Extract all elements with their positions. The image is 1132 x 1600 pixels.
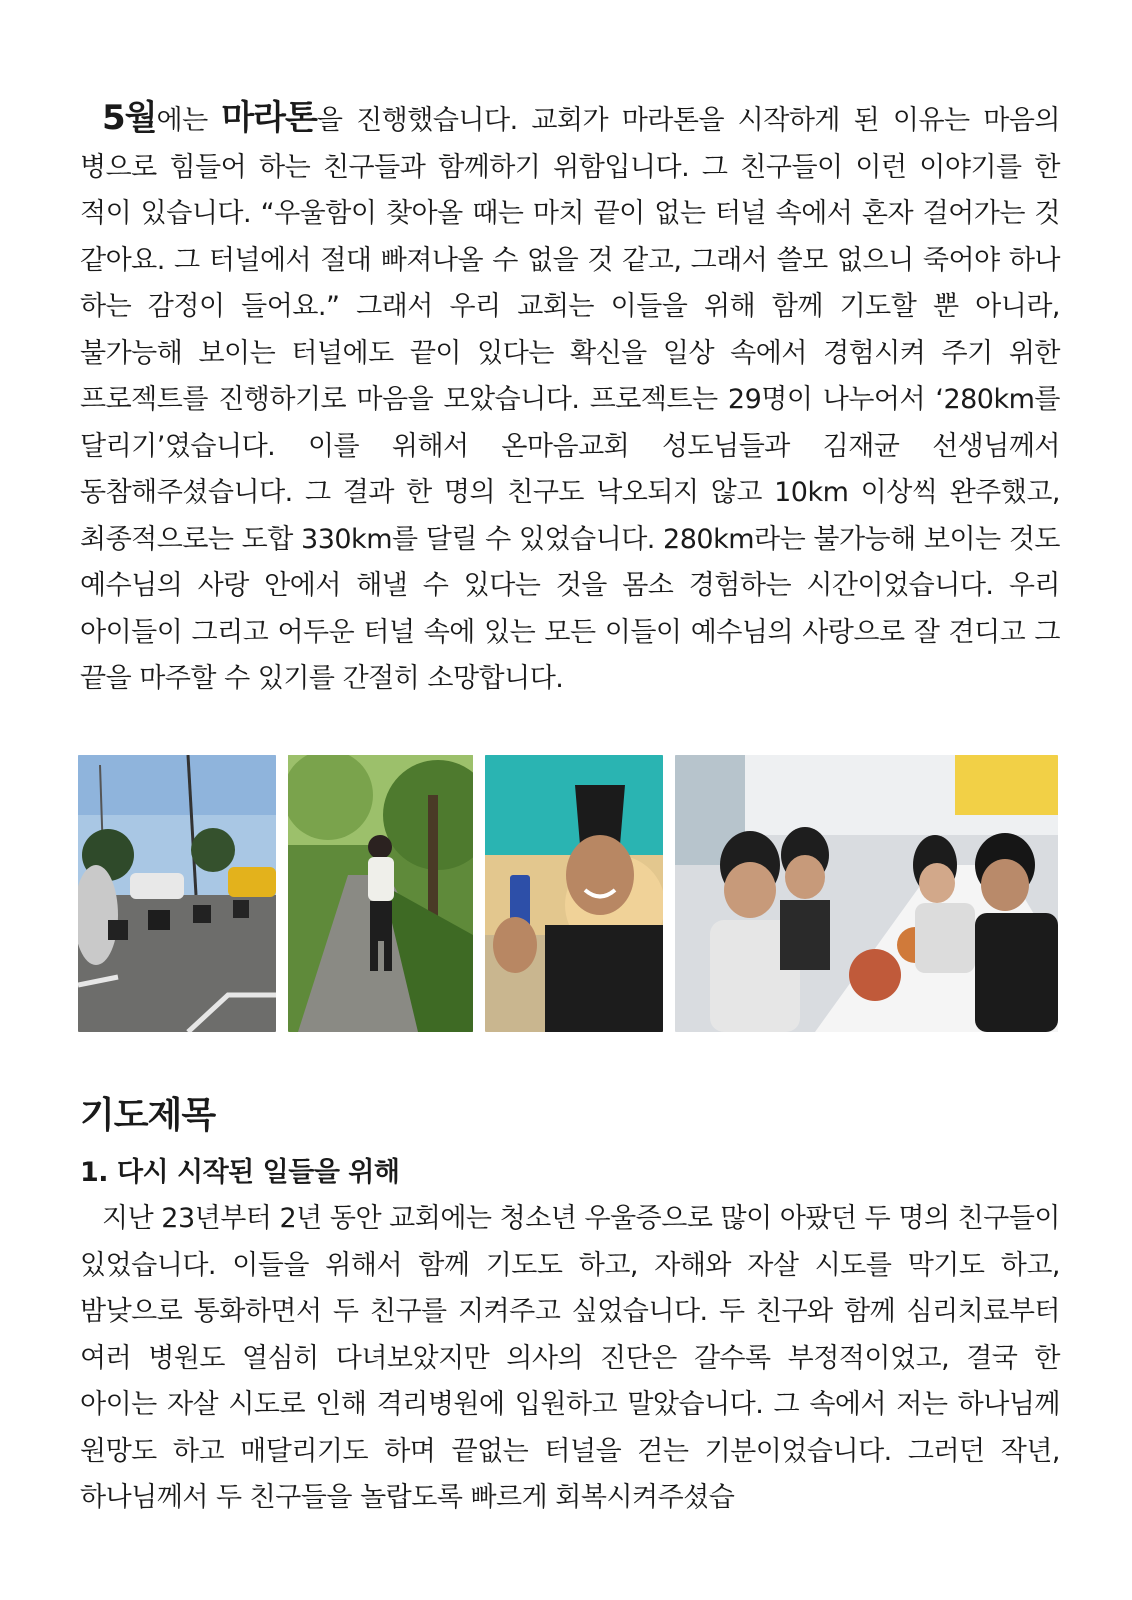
photo-boy-with-drink xyxy=(485,755,663,1032)
photo-strip xyxy=(78,755,1058,1032)
intro-section xyxy=(80,95,1060,703)
photo-road-stretch xyxy=(78,755,276,1032)
prayer-item-body xyxy=(80,1196,1060,1522)
prayer-item-title: 1. 다시 시작된 일들을 위해 xyxy=(80,1157,400,1188)
month-label: 5월 xyxy=(102,98,157,138)
intro-body: 을 진행했습니다. 교회가 마라톤을 시작하게 된 이유는 마음의 병으로 힘들어 하는 친구들과 함께하기 위함입니다. 그 친구들이 이런 이야기를 한 적이 있습니다. “우울함이 찾아올 때는 마치 끝이 없는 터널 속에서 혼자 걸어가는 것 같아요. 그 터널에서 절대 빠져나올 수 없을 것 같고, 그래서 쓸모 없으니 죽어야 하나 하는 감정이 들어요.” 그래서 우리 교회는 이들을 위해 함께 기도할 뿐 아니라, 불가능해 보이는 터널에도 끝이 있다는 확신을 일상 속에서 경험시켜 주기 위한 프로젝트를 진행하기로 마음을 모았습니다. 프로젝트는 29명이 나누어서 ‘280km를 달리기’였습니다. 이를 위해서 온마음교회 성도님들과 김재균 선생님께서 동참해주셨습니다. 그 결과 한 명의 친구도 낙오되지 않고 10km 이상씩 완주했고, 최종적으로는 도합 330km를 달릴 수 있었습니다. 280km라는 불가능해 보이는 것도 예수님의 사랑 안에서 해낼 수 있다는 것을 몸소 경험하는 시간이었습니다. 우리 아이들이 그리고 어두운 터널 속에 있는 모든 이들이 예수님의 사랑으로 잘 견디고 그 끝을 마주할 수 있기를 간절히 소망합니다. xyxy=(80,105,1060,694)
prayer-item-text: 지난 23년부터 2년 동안 교회에는 청소년 우울증으로 많이 아팠던 두 명의 친구들이 있었습니다. 이들을 위해서 함께 기도도 하고, 자해와 자살 시도를 막기도 하고, 밤낮으로 통화하면서 두 친구를 지켜주고 싶었습니다. 두 친구와 함께 심리치료부터 여러 병원도 열심히 다녀보았지만 의사의 진단은 갈수록 부정적이었고, 결국 한 아이는 자살 시도로 인해 격리병원에 입원하고 말았습니다. 그 속에서 저는 하나님께 원망도 하고 매달리기도 하며 끝없는 터널을 걷는 기분이었습니다. 그러던 작년, 하나님께서 두 친구들을 놀랍도록 빠르게 회복시켜주셨습 xyxy=(80,1203,1060,1513)
photo-girl-running xyxy=(288,755,473,1032)
intro-connector: 에는 xyxy=(156,105,222,136)
photo-group-dinner xyxy=(675,755,1058,1032)
prayer-section-title: 기도제목 xyxy=(80,1095,216,1136)
event-label: 마라톤 xyxy=(221,98,317,138)
intro-paragraph xyxy=(80,95,1060,703)
